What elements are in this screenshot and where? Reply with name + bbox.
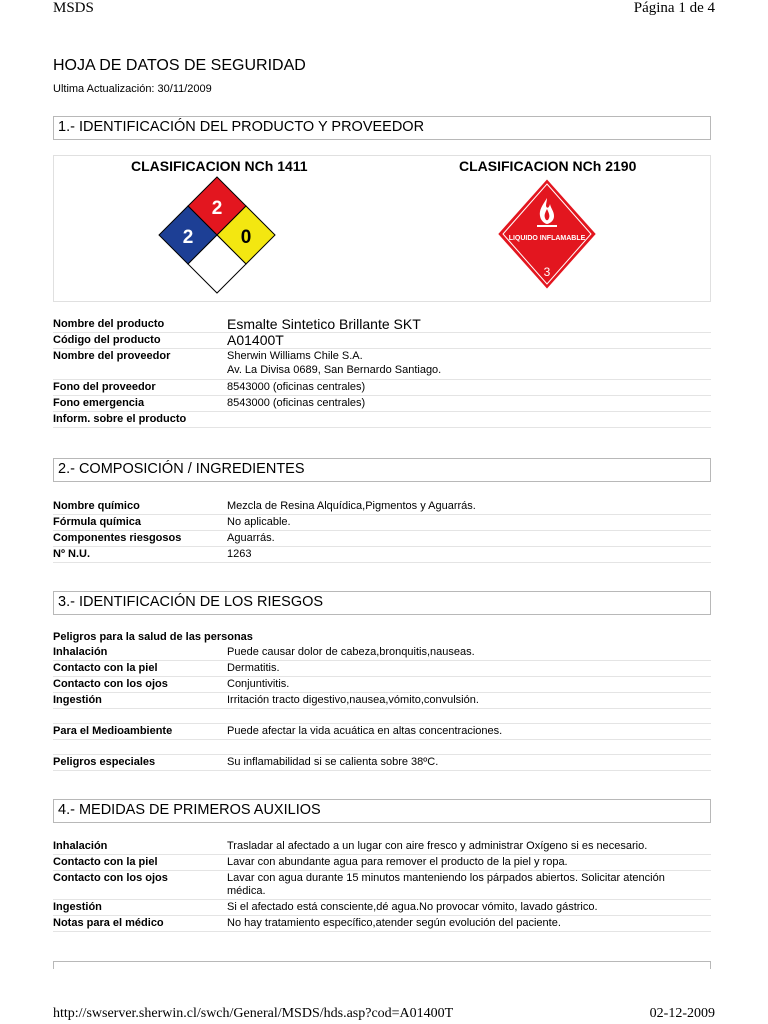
nfpa-health-value: 2 xyxy=(182,227,194,248)
supplier-address-value: Av. La Divisa 0689, San Bernardo Santiago. xyxy=(227,364,442,376)
row-key: Contacto con la piel xyxy=(53,662,158,674)
row-key: Contacto con los ojos xyxy=(53,678,168,690)
table-row xyxy=(53,515,711,531)
document-title: HOJA DE DATOS DE SEGURIDAD xyxy=(53,57,306,74)
row-key: Ingestión xyxy=(53,694,102,706)
table-row xyxy=(53,380,711,396)
row-value: Trasladar al afectado a un lugar con aire fresco y administrar Oxígeno si es necesario. xyxy=(227,840,648,852)
table-row xyxy=(53,916,711,932)
nch2190-title: CLASIFICACION NCh 2190 xyxy=(459,158,637,174)
hazards-table xyxy=(53,645,711,771)
section-4-header xyxy=(53,799,711,823)
table-row xyxy=(53,871,711,900)
row-key: Nº N.U. xyxy=(53,548,91,560)
spacer-row xyxy=(53,709,711,724)
row-value: No hay tratamiento específico,atender según evolución del paciente. xyxy=(227,917,561,929)
product-info-table xyxy=(53,317,711,428)
table-row xyxy=(53,677,711,693)
hazmat-label xyxy=(494,176,600,300)
table-row xyxy=(53,499,711,515)
nfpa-reactivity-value: 0 xyxy=(240,227,252,248)
classification-panel xyxy=(53,155,711,302)
row-key: Componentes riesgosos xyxy=(53,532,182,544)
table-row xyxy=(53,317,711,333)
table-row xyxy=(53,412,711,428)
row-value: No aplicable. xyxy=(227,516,291,528)
row-value: Mezcla de Resina Alquídica,Pigmentos y Aguarrás. xyxy=(227,500,476,512)
table-row xyxy=(53,547,711,563)
section-2-header xyxy=(53,458,711,482)
row-value: Dermatitis. xyxy=(227,662,280,674)
section-3-title: 3.- IDENTIFICACIÓN DE LOS RIESGOS xyxy=(58,594,324,610)
last-updated: Ultima Actualización: 30/11/2009 xyxy=(53,83,212,95)
row-key: Contacto con la piel xyxy=(53,856,158,868)
table-row xyxy=(53,661,711,677)
supplier-name-value: Sherwin Williams Chile S.A. xyxy=(227,350,363,362)
table-row xyxy=(53,855,711,871)
row-key: Fono emergencia xyxy=(53,397,145,409)
section-2-title: 2.- COMPOSICIÓN / INGREDIENTES xyxy=(58,461,305,477)
spacer-row xyxy=(53,740,711,755)
row-value: Lavar con agua durante 15 minutos manteniendo los párpados abiertos. Solicitar atención xyxy=(227,872,665,884)
hazmat-label-text: LIQUIDO INFLAMABLE xyxy=(508,235,586,242)
table-row xyxy=(53,755,711,771)
table-row xyxy=(53,839,711,855)
table-row xyxy=(53,693,711,709)
print-footer-date: 02-12-2009 xyxy=(649,1006,715,1021)
health-hazards-subheading: Peligros para la salud de las personas xyxy=(53,631,253,643)
print-header-page-number: Página 1 de 4 xyxy=(633,0,715,16)
section-3-header xyxy=(53,591,711,615)
row-key: Peligros especiales xyxy=(53,756,156,768)
row-value-continued: médica. xyxy=(227,885,266,897)
row-value: Conjuntivitis. xyxy=(227,678,290,690)
nfpa-flammability-value: 2 xyxy=(211,198,223,219)
nch1411-title: CLASIFICACION NCh 1411 xyxy=(131,158,308,174)
nfpa-diamond xyxy=(156,174,278,300)
product-code-value: A01400T xyxy=(227,332,284,348)
row-key: Inhalación xyxy=(53,646,108,658)
row-value: Si el afectado está consciente,dé agua.No provocar vómito, lavado gástrico. xyxy=(227,901,598,913)
print-header-title: MSDS xyxy=(53,0,94,16)
row-key: Inform. sobre el producto xyxy=(53,413,187,425)
row-key: Nombre del proveedor xyxy=(53,350,171,362)
section-4-title: 4.- MEDIDAS DE PRIMEROS AUXILIOS xyxy=(58,802,321,818)
table-row xyxy=(53,333,711,349)
row-value: Irritación tracto digestivo,nausea,vómito,convulsión. xyxy=(227,694,479,706)
row-value: 8543000 (oficinas centrales) xyxy=(227,397,366,409)
row-key: Fono del proveedor xyxy=(53,381,156,393)
table-row xyxy=(53,396,711,412)
product-name-value: Esmalte Sintetico Brillante SKT xyxy=(227,316,421,332)
row-key: Inhalación xyxy=(53,840,108,852)
row-key: Nombre del producto xyxy=(53,318,165,330)
row-value: 8543000 (oficinas centrales) xyxy=(227,381,366,393)
hazmat-class-number: 3 xyxy=(543,265,551,279)
first-aid-table xyxy=(53,839,711,932)
row-key: Fórmula química xyxy=(53,516,142,528)
print-footer-url: http://swserver.sherwin.cl/swch/General/MSDS/hds.asp?cod=A01400T xyxy=(53,1006,454,1021)
row-value: Su inflamabilidad si se calienta sobre 38ºC. xyxy=(227,756,439,768)
row-key: Ingestión xyxy=(53,901,102,913)
table-row xyxy=(53,531,711,547)
row-value: 1263 xyxy=(227,548,252,560)
row-key: Contacto con los ojos xyxy=(53,872,168,884)
row-key: Notas para el médico xyxy=(53,917,164,929)
table-row xyxy=(53,349,711,380)
row-value: Lavar con abundante agua para remover el producto de la piel y ropa. xyxy=(227,856,568,868)
composition-table xyxy=(53,499,711,563)
row-key: Código del producto xyxy=(53,334,161,346)
row-key: Nombre químico xyxy=(53,500,140,512)
section-1-title: 1.- IDENTIFICACIÓN DEL PRODUCTO Y PROVEEDOR xyxy=(58,119,425,135)
section-1-header xyxy=(53,116,711,140)
row-value: Puede afectar la vida acuática en altas concentraciones. xyxy=(227,725,503,737)
row-value: Aguarrás. xyxy=(227,532,275,544)
next-section-header-partial xyxy=(53,961,711,969)
row-key: Para el Medioambiente xyxy=(53,725,173,737)
table-row xyxy=(53,900,711,916)
table-row xyxy=(53,645,711,661)
row-value: Puede causar dolor de cabeza,bronquitis,nauseas. xyxy=(227,646,475,658)
table-row xyxy=(53,724,711,740)
